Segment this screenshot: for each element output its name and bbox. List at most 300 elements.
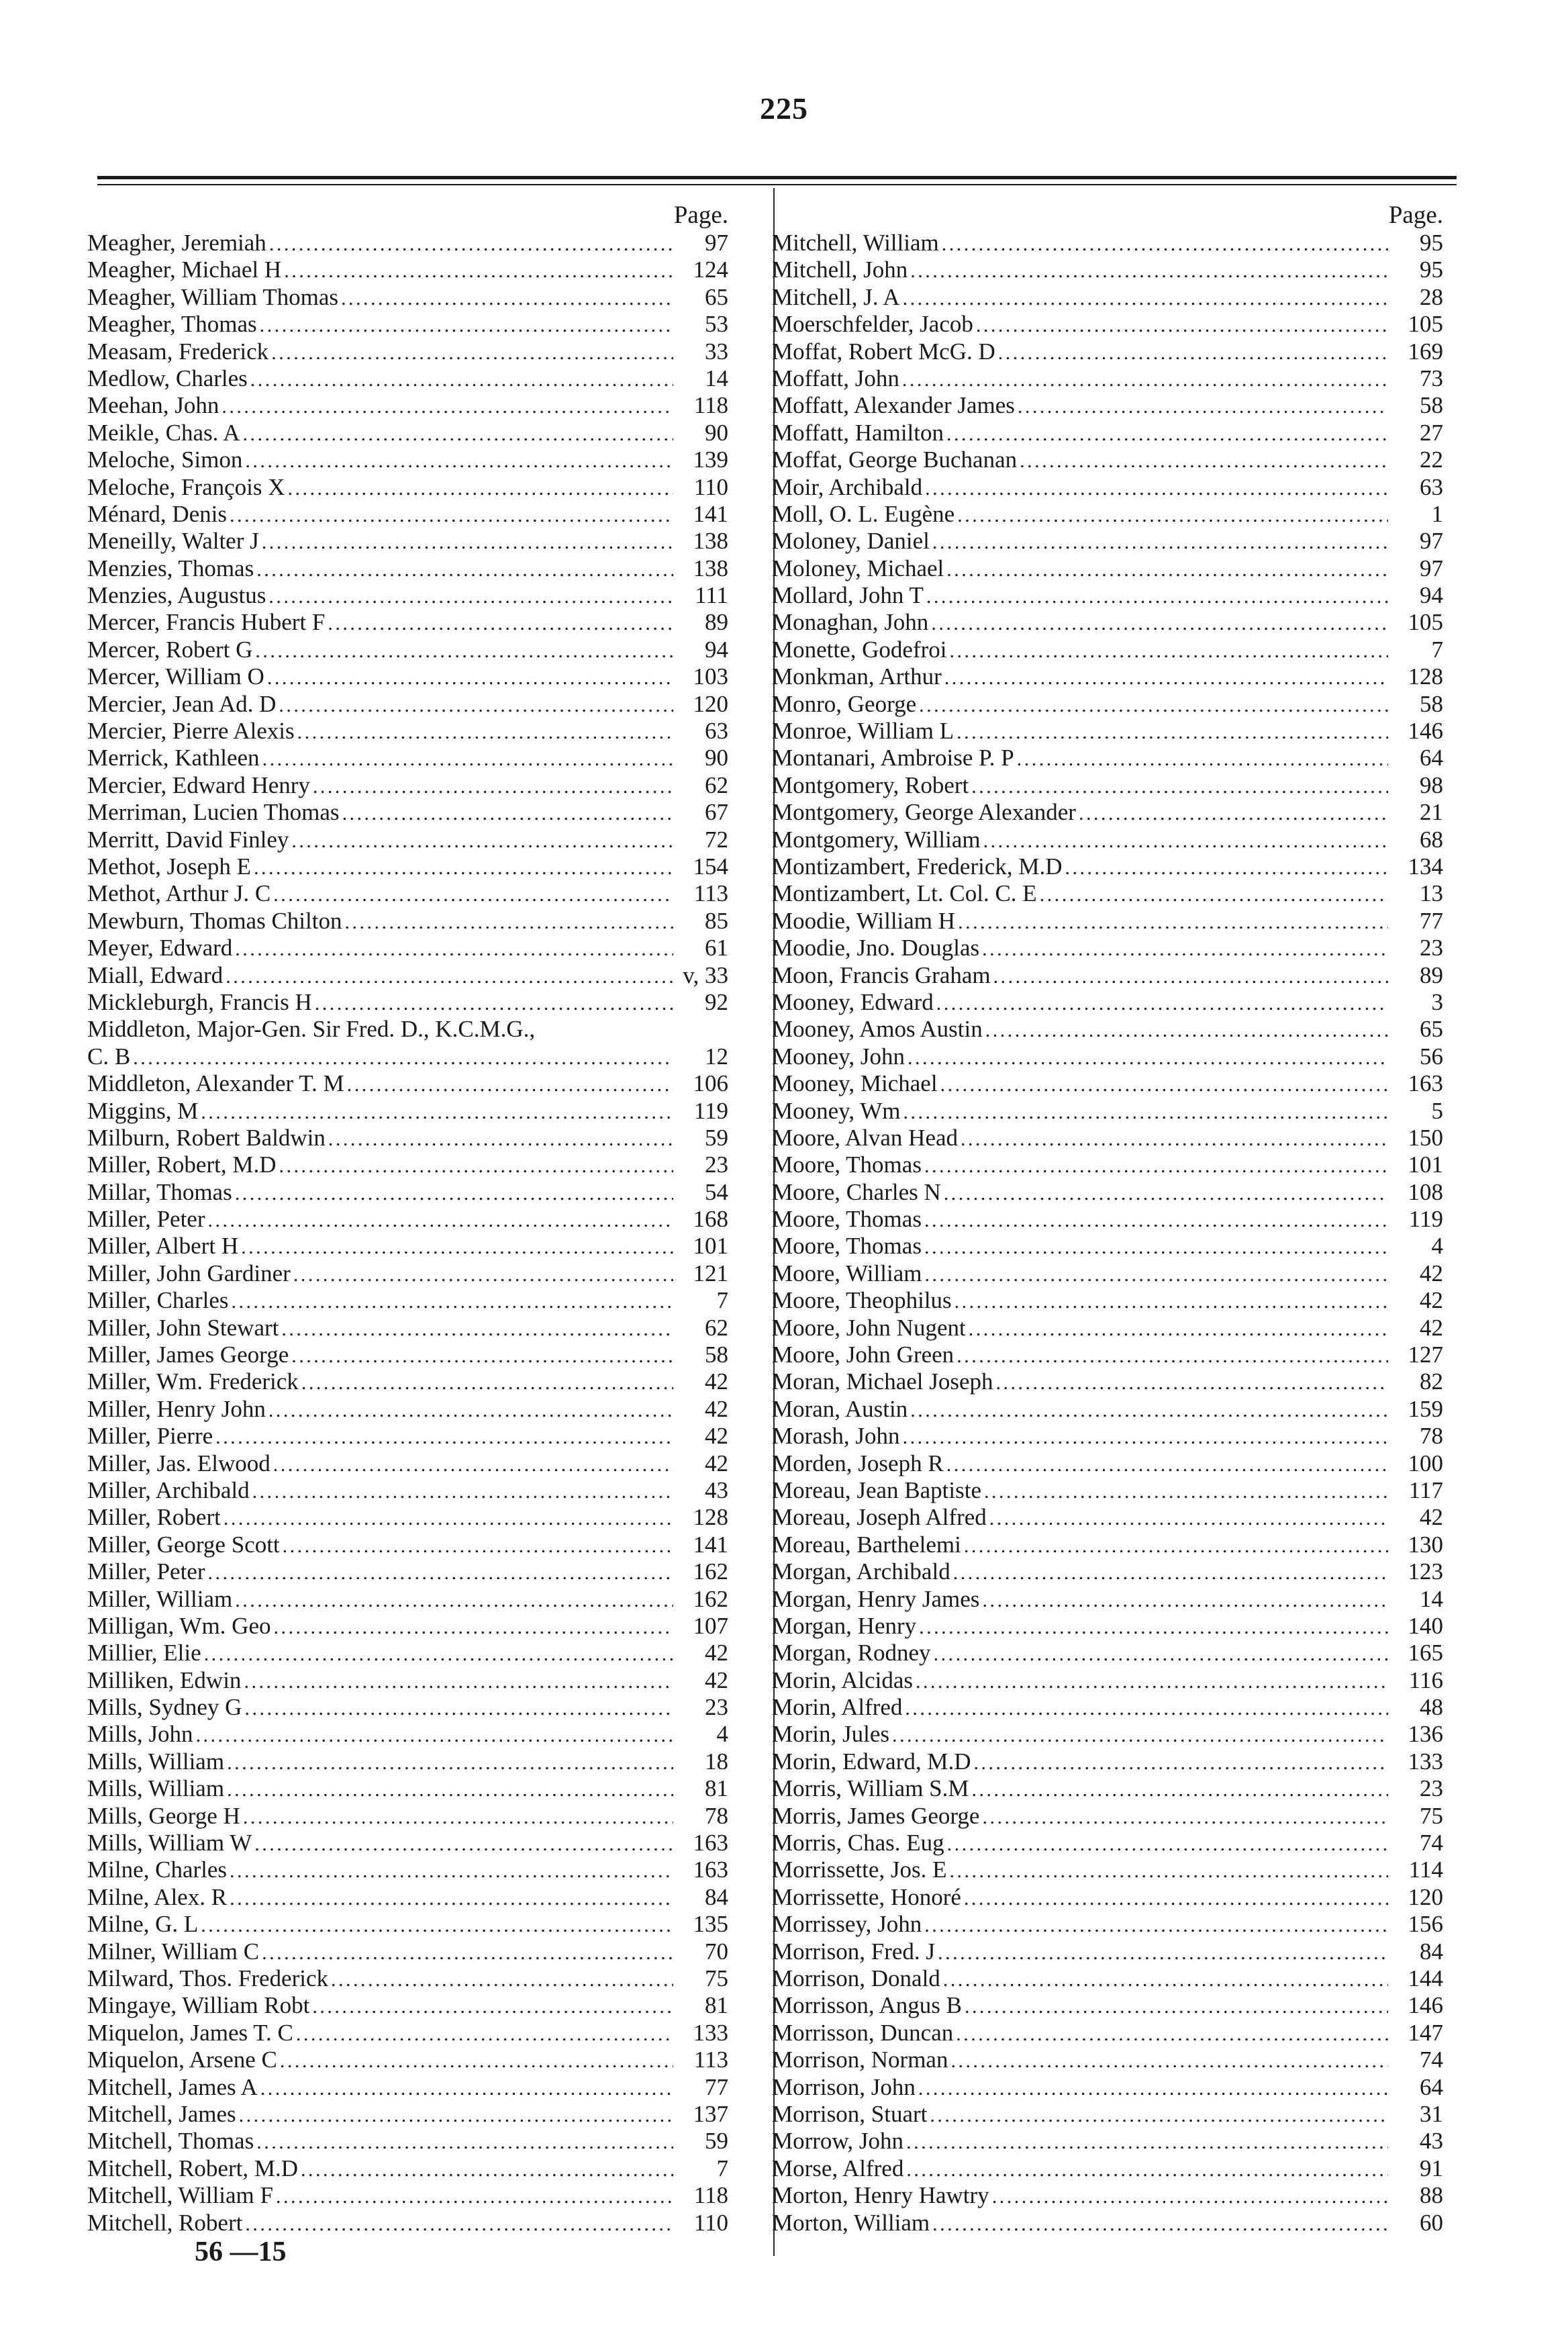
entry-name: Ménard, Denis (87, 500, 228, 527)
index-entry (87, 1151, 728, 1178)
entry-name: Morden, Joseph R (772, 1450, 944, 1476)
entry-page: 163 (1408, 1070, 1443, 1097)
dot-leader (940, 1070, 1388, 1098)
entry-page: 147 (1408, 2019, 1443, 2046)
dot-leader (1018, 392, 1388, 420)
index-entry (87, 2047, 728, 2073)
dot-leader (906, 2155, 1388, 2183)
entry-name: Morgan, Archibald (772, 1558, 950, 1585)
index-entry (772, 2128, 1443, 2155)
index-entry (87, 338, 728, 365)
index-entry (772, 880, 1443, 907)
index-entry (772, 1992, 1443, 2019)
entry-page: 72 (705, 826, 728, 853)
dot-leader (969, 1315, 1388, 1343)
index-entry (772, 1477, 1443, 1504)
index-entry (87, 1558, 728, 1585)
dot-leader (964, 1532, 1388, 1560)
dot-leader (250, 365, 673, 393)
entry-page: 101 (1408, 1151, 1443, 1178)
dot-leader (232, 1287, 674, 1315)
entry-name: Monroe, William L (772, 718, 954, 745)
index-entry (87, 637, 728, 663)
dot-leader (226, 962, 673, 990)
entry-page: 64 (1420, 2073, 1443, 2100)
dot-leader (964, 1884, 1388, 1912)
entry-name: Moore, William (772, 1260, 922, 1286)
dot-leader (244, 1694, 673, 1722)
dot-leader (998, 338, 1388, 367)
dot-leader (996, 1368, 1388, 1397)
entry-name: Meloche, Simon (87, 446, 243, 473)
entry-page: 128 (1408, 663, 1443, 690)
index-entry (87, 446, 728, 473)
dot-leader (301, 2155, 673, 2183)
entry-name: Moffatt, Alexander James (772, 392, 1015, 419)
index-entry (87, 474, 728, 501)
entry-name: Morrison, Fred. J (772, 1938, 936, 1965)
entry-name: Meikle, Chas. A (87, 419, 240, 446)
index-entry (87, 365, 728, 392)
entry-page: 22 (1420, 446, 1443, 473)
entry-name: Methot, Arthur J. C (87, 880, 271, 907)
index-entry (87, 962, 728, 989)
entry-name: Miller, Wm. Frederick (87, 1368, 299, 1395)
entry-name: Milliken, Edwin (87, 1666, 242, 1693)
entry-name: Miquelon, Arsene C (87, 2047, 277, 2073)
entry-name: Monro, George (772, 690, 917, 717)
entry-page: 89 (1420, 961, 1443, 988)
index-entry (772, 609, 1443, 636)
entry-name: Moreau, Barthelemi (772, 1531, 961, 1558)
dot-leader (235, 1179, 673, 1207)
entry-name: Miller, Archibald (87, 1476, 250, 1503)
dot-leader (284, 256, 673, 285)
index-entry (87, 772, 728, 799)
index-entry (87, 1016, 728, 1043)
index-entry (87, 420, 728, 446)
entry-name: Mills, John (87, 1721, 193, 1748)
entry-name: Montgomery, Robert (772, 771, 969, 798)
entry-name: Miller, Robert (87, 1504, 221, 1531)
dot-leader (273, 1450, 673, 1478)
dot-leader (279, 691, 673, 719)
index-entry (87, 880, 728, 907)
index-entry (772, 1179, 1443, 1206)
entry-page: 59 (705, 1124, 728, 1151)
entry-name: Milligan, Wm. Geo (87, 1612, 271, 1639)
index-entry (772, 501, 1443, 528)
dot-leader (279, 1151, 674, 1180)
entry-page: 3 (1431, 988, 1443, 1015)
entry-page: 139 (693, 446, 728, 473)
page-column-heading: Page. (673, 201, 728, 229)
dot-leader (267, 663, 673, 692)
entry-name: Menzies, Thomas (87, 555, 254, 581)
entry-page: 124 (693, 256, 728, 283)
index-entry (87, 935, 728, 961)
index-entry (772, 1965, 1443, 1992)
entry-name: Miall, Edward (87, 961, 224, 988)
dot-leader (926, 582, 1388, 610)
entry-page: 63 (705, 718, 728, 745)
index-entry (772, 2101, 1443, 2128)
entry-page: 4 (716, 1721, 728, 1748)
entry-page: 116 (1408, 1666, 1443, 1693)
entry-page: 165 (1408, 1640, 1443, 1666)
dot-leader (930, 2101, 1388, 2129)
entry-name: Milne, G. L (87, 1911, 199, 1938)
dot-leader (946, 1450, 1388, 1478)
dot-leader (344, 908, 673, 936)
dot-leader (924, 1151, 1388, 1180)
entry-name: Morrison, Donald (772, 1965, 940, 1991)
index-entry (87, 2020, 728, 2047)
entry-page: 68 (1420, 826, 1443, 853)
entry-page: 65 (705, 283, 728, 310)
index-entry (772, 935, 1443, 961)
dot-leader (262, 1938, 673, 1967)
dot-leader (262, 528, 673, 556)
header-rule (97, 176, 1457, 179)
entry-page: 75 (1420, 1802, 1443, 1829)
entry-name: Miller, William (87, 1585, 233, 1612)
dot-leader (956, 2020, 1388, 2048)
dot-leader (905, 1694, 1388, 1722)
index-entry (87, 691, 728, 718)
entry-page: 23 (705, 1151, 728, 1178)
entry-name: Miller, John Gardiner (87, 1260, 291, 1286)
entry-page: 73 (1420, 365, 1443, 391)
dot-leader (1020, 446, 1388, 475)
entry-page: 108 (1408, 1178, 1443, 1205)
entry-page: 110 (693, 2209, 728, 2236)
entry-name: Miller, George Scott (87, 1531, 280, 1558)
entry-page: 78 (705, 1802, 728, 1829)
index-entry (87, 1315, 728, 1342)
entry-name: Mills, William (87, 1748, 225, 1775)
dot-leader (201, 1911, 673, 1939)
dot-leader (924, 1911, 1388, 1939)
entry-name: Morin, Alfred (772, 1694, 903, 1721)
index-entry (772, 1016, 1443, 1043)
entry-page: 97 (705, 230, 728, 256)
entry-page: 14 (1420, 1585, 1443, 1612)
entry-page: 63 (1420, 473, 1443, 500)
dot-leader (288, 474, 673, 502)
index-entry (772, 1098, 1443, 1125)
entry-page: 113 (693, 880, 728, 907)
entry-page: 42 (705, 1423, 728, 1450)
entry-name: Mitchell, James (87, 2100, 236, 2127)
entry-page: 117 (1408, 1476, 1443, 1503)
dot-leader (291, 827, 673, 855)
index-entry (772, 1368, 1443, 1395)
dot-leader (932, 528, 1388, 556)
index-entry (772, 1830, 1443, 1856)
index-entry (87, 1396, 728, 1423)
entry-name: Morrison, Stuart (772, 2100, 928, 2127)
entry-page: 62 (705, 771, 728, 798)
entry-page: 162 (693, 1585, 728, 1612)
dot-leader (974, 1748, 1389, 1777)
entry-name: Merritt, David Finley (87, 826, 289, 853)
entry-page: 62 (705, 1314, 728, 1341)
index-entry (772, 1070, 1443, 1097)
index-entry (87, 1260, 728, 1287)
entry-page: 42 (705, 1666, 728, 1693)
entry-page: 13 (1420, 880, 1443, 907)
dot-leader (291, 1342, 673, 1370)
entry-name: Milne, Charles (87, 1856, 228, 1883)
entry-page: 94 (705, 636, 728, 663)
entry-name: Moreau, Jean Baptiste (772, 1476, 981, 1503)
dot-leader (293, 1260, 673, 1288)
index-entry (87, 1667, 728, 1694)
entry-page: 162 (693, 1558, 728, 1585)
index-entry (87, 2155, 728, 2182)
entry-name: Mills, Sydney G (87, 1694, 242, 1721)
index-entry (87, 528, 728, 555)
entry-page: v, 33 (683, 961, 728, 988)
header-rule-thin (97, 184, 1457, 185)
entry-page: 134 (1408, 853, 1443, 880)
entry-name: Morrissette, Honoré (772, 1883, 961, 1910)
entry-page: 14 (705, 365, 728, 391)
entry-name: Millier, Elie (87, 1640, 201, 1666)
index-entry (772, 1423, 1443, 1450)
dot-leader (301, 1368, 673, 1397)
index-entry (87, 1450, 728, 1477)
entry-name: Montgomery, William (772, 826, 981, 853)
entry-page: 106 (693, 1070, 728, 1097)
index-entry (772, 2182, 1443, 2209)
entry-page: 74 (1420, 2047, 1443, 2073)
index-entry (87, 853, 728, 880)
index-entry (87, 1694, 728, 1721)
entry-name: Merrick, Kathleen (87, 745, 260, 771)
entry-name: Morris, William S.M (772, 1775, 969, 1802)
index-entry (772, 1938, 1443, 1965)
entry-name: Mickleburgh, Francis H (87, 988, 312, 1015)
dot-leader (919, 1613, 1388, 1641)
index-entry (772, 1558, 1443, 1585)
dot-leader (254, 853, 673, 882)
dot-leader (201, 1098, 673, 1126)
dot-leader (949, 637, 1388, 665)
entry-page: 100 (1408, 1450, 1443, 1476)
index-entry (87, 284, 728, 311)
dot-leader (235, 1586, 673, 1614)
dot-leader (938, 1938, 1388, 1967)
entry-page: 58 (1420, 392, 1443, 419)
entry-page: 74 (1420, 1830, 1443, 1856)
dot-leader (133, 1043, 673, 1072)
index-entry (87, 1830, 728, 1856)
entry-name: Mitchell, Robert (87, 2209, 243, 2236)
entry-name: Mills, William (87, 1775, 225, 1802)
entry-page: 97 (1420, 555, 1443, 581)
index-entry (87, 827, 728, 853)
index-entry (87, 1640, 728, 1666)
index-entry (772, 989, 1443, 1016)
dot-leader (976, 311, 1388, 339)
dot-leader (944, 663, 1388, 692)
entry-page: 120 (1408, 1883, 1443, 1910)
entry-page: 70 (705, 1938, 728, 1965)
entry-name: Milward, Thos. Frederick (87, 1965, 329, 1991)
entry-page: 58 (705, 1342, 728, 1368)
entry-name: Montizambert, Frederick, M.D (772, 853, 1063, 880)
index-entry (87, 1803, 728, 1830)
entry-page: 123 (1408, 1558, 1443, 1585)
dot-leader (196, 1721, 673, 1749)
index-entry (87, 2182, 728, 2209)
dot-leader (936, 989, 1388, 1017)
dot-leader (957, 718, 1388, 746)
dot-leader (971, 772, 1388, 800)
entry-page: 43 (705, 1476, 728, 1503)
index-entry (87, 501, 728, 528)
index-entry (87, 989, 728, 1016)
dot-leader (932, 2210, 1388, 2238)
index-entry (87, 745, 728, 771)
entry-name: Montgomery, George Alexander (772, 799, 1076, 826)
entry-page: 27 (1420, 419, 1443, 446)
entry-name: Mercer, Robert G (87, 636, 253, 663)
dot-leader (224, 1504, 673, 1532)
entry-page: 120 (693, 690, 728, 717)
entry-name: Meagher, William Thomas (87, 283, 339, 310)
dot-leader (297, 718, 673, 746)
dot-leader (1065, 853, 1388, 882)
dot-leader (985, 1016, 1388, 1044)
dot-leader (256, 2128, 673, 2156)
dot-leader (903, 284, 1388, 312)
index-entry (772, 962, 1443, 989)
index-entry (87, 1179, 728, 1206)
index-entry (772, 1775, 1443, 1802)
entry-name: Mercier, Pierre Alexis (87, 718, 295, 745)
entry-name: Mitchell, J. A (772, 283, 900, 310)
index-entry (772, 392, 1443, 419)
entry-page: 138 (693, 528, 728, 555)
entry-name: Morin, Alcidas (772, 1666, 913, 1693)
entry-page: 97 (1420, 528, 1443, 555)
dot-leader (902, 365, 1388, 393)
dot-leader (328, 609, 673, 637)
dot-leader (910, 256, 1388, 285)
entry-page: 91 (1420, 2155, 1443, 2181)
dot-leader (903, 1098, 1388, 1126)
entry-page: 169 (1408, 338, 1443, 365)
dot-leader (993, 962, 1388, 990)
index-entry (87, 230, 728, 256)
dot-leader (916, 1667, 1388, 1695)
dot-leader (331, 1965, 673, 1993)
index-entry (772, 2047, 1443, 2073)
dot-leader (255, 637, 673, 665)
entry-name: Meloche, François X (87, 473, 285, 500)
index-entry (772, 1260, 1443, 1287)
entry-name: Morrow, John (772, 2128, 904, 2155)
index-entry (87, 1368, 728, 1395)
entry-name: Morrison, Norman (772, 2047, 948, 2073)
entry-page: 119 (1408, 1206, 1443, 1233)
dot-leader (245, 2210, 673, 2238)
entry-page: 94 (1420, 582, 1443, 609)
entry-name: Miller, Pierre (87, 1423, 213, 1450)
index-entry (772, 827, 1443, 853)
entry-name: Measam, Frederick (87, 338, 269, 365)
entry-page: 48 (1420, 1694, 1443, 1721)
dot-leader (944, 1179, 1388, 1207)
index-entry (87, 1532, 728, 1558)
index-entry (772, 799, 1443, 826)
dot-leader (910, 1396, 1388, 1424)
entry-page: 60 (1420, 2209, 1443, 2236)
entry-page: 1 (1431, 500, 1443, 527)
entry-page: 150 (1408, 1124, 1443, 1151)
dot-leader (1040, 880, 1388, 908)
entry-page: 33 (705, 338, 728, 365)
index-entry (772, 1694, 1443, 1721)
entry-page: 144 (1408, 1965, 1443, 1991)
dot-leader (918, 2074, 1388, 2102)
entry-name: Montizambert, Lt. Col. C. E (772, 880, 1037, 907)
entry-page: 75 (705, 1965, 728, 1991)
index-entry (772, 637, 1443, 663)
entry-page: 56 (1420, 1043, 1443, 1070)
index-entry (772, 230, 1443, 256)
dot-leader (230, 1884, 673, 1912)
dot-leader (313, 772, 673, 800)
index-entry (772, 1396, 1443, 1423)
dot-leader (989, 1504, 1388, 1532)
dot-leader (227, 1775, 673, 1803)
entry-page: 42 (1420, 1260, 1443, 1286)
dot-leader (208, 1206, 674, 1234)
entry-page: 121 (693, 1260, 728, 1286)
entry-page: 105 (1408, 311, 1443, 338)
entry-name: Mills, William W (87, 1830, 252, 1856)
entry-page: 18 (705, 1748, 728, 1775)
dot-leader (242, 420, 673, 448)
entry-name: Methot, Joseph E (87, 853, 252, 880)
entry-name: Moir, Archibald (772, 473, 923, 500)
entry-page: 81 (705, 1775, 728, 1802)
entry-page: 128 (693, 1504, 728, 1531)
entry-name: Mewburn, Thomas Chilton (87, 907, 342, 934)
dot-leader (328, 1125, 673, 1153)
index-entry (87, 663, 728, 690)
index-entry (87, 311, 728, 338)
dot-leader (244, 1667, 673, 1695)
entry-page: 12 (705, 1043, 728, 1070)
index-entry (87, 256, 728, 283)
entry-name: Mills, George H (87, 1802, 240, 1829)
entry-page: 118 (693, 392, 728, 419)
dot-leader (982, 1586, 1388, 1614)
index-entry (87, 1287, 728, 1314)
index-entry (772, 555, 1443, 582)
index-entry (87, 2074, 728, 2101)
index-entry (87, 718, 728, 745)
entry-name: Miggins, M (87, 1097, 199, 1124)
dot-leader (1017, 745, 1388, 773)
index-entry (87, 1206, 728, 1233)
index-entry (87, 908, 728, 935)
